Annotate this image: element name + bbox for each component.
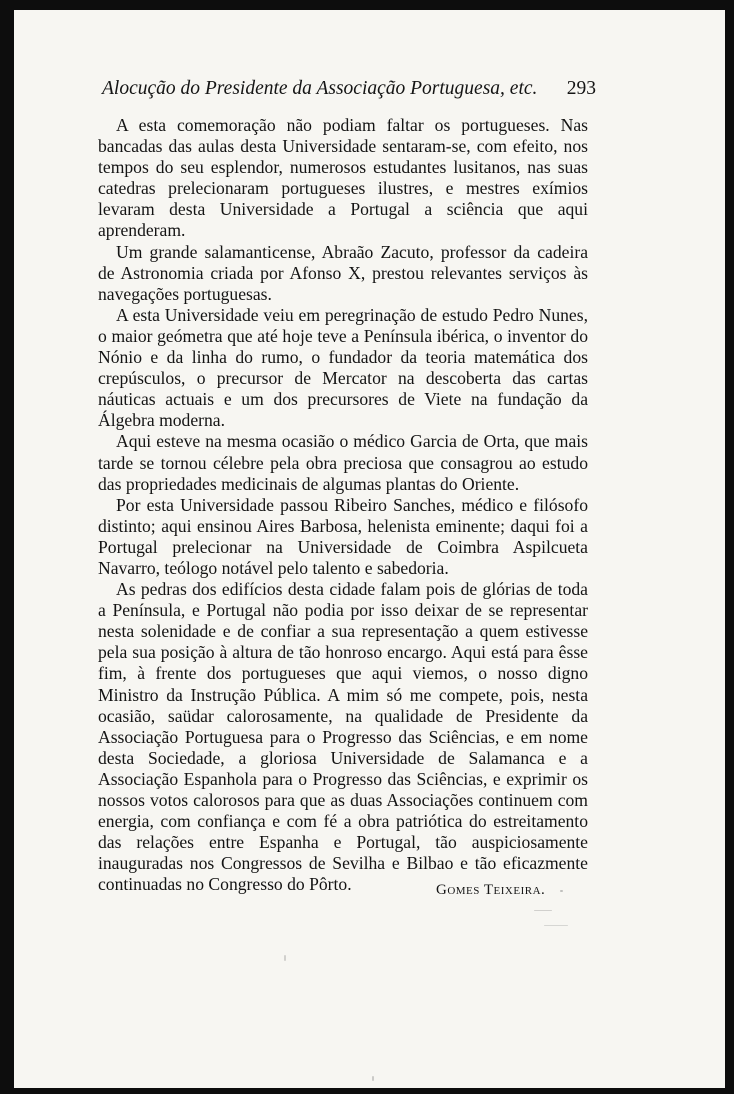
paragraph: A esta comemoração não podiam faltar os portugueses. Nas bancadas das aulas desta Universidade sentaram-se, com efeito, nos tempos do seu esplendor, numerosos estudantes lusitanos, nas suas catedras prelecionaram portugueses ilustres, e mestres exímios levaram desta Universidade a Portugal a sciência que aqui aprenderam. <box>98 115 588 241</box>
running-title: Alocução do Presidente da Associação Portuguesa, etc. <box>102 78 538 99</box>
author-signature: Gomes Teixeira. <box>436 882 546 898</box>
scan-speck <box>560 890 563 892</box>
running-header <box>102 78 596 100</box>
scanned-page <box>14 10 725 1088</box>
paragraph: As pedras dos edifícios desta cidade falam pois de glórias de toda a Península, e Portugal não podia por isso deixar de se representar nesta solenidade e de confiar a sua representação a quem estivesse pela sua posição à altura de tão honroso encargo. Aqui está para êsse fim, à frente dos portugueses que aqui viemos, o nosso digno Ministro da Instrução Pública. A mim só me compete, pois, nesta ocasião, saüdar calorosamente, na qualidade de Presidente da Associação Portuguesa para o Progresso das Sciências, e em nome desta Sociedade, a gloriosa Universidade de Salamanca e a Associação Espanhola para o Progresso das Sciências, e exprimir os nossos votos calorosos para que as duas Associações continuem com energia, com confiança e com fé a obra patriótica do estreitamento das relações entre Espanha e Portugal, tão auspiciosamente inauguradas nos Congressos de Sevilha e Bilbao e tão eficazmente continuadas no Congresso do Pôrto. <box>98 579 588 895</box>
scan-speck <box>534 910 552 911</box>
page-number: 293 <box>566 78 596 99</box>
scan-speck <box>284 955 286 961</box>
body-text <box>98 115 588 895</box>
paragraph: A esta Universidade veiu em peregrinação de estudo Pedro Nunes, o maior geómetra que até hoje teve a Península ibérica, o inventor do Nónio e da linha do rumo, o fundador da teoria matemática dos crepúsculos, o precursor de Mercator na descoberta das cartas náuticas actuais e um dos precursores de Viete na fundação da Álgebra moderna. <box>98 304 588 431</box>
paragraph: Por esta Universidade passou Ribeiro Sanches, médico e filósofo distinto; aqui ensinou Aires Barbosa, helenista eminente; daqui foi a Portugal prelecionar na Universidade de Coimbra Aspilcueta Navarro, teólogo notável pelo talento e sabedoria. <box>98 494 588 578</box>
paragraph: Aqui esteve na mesma ocasião o médico Garcia de Orta, que mais tarde se tornou célebre pela obra preciosa que consagrou ao estudo das propriedades medicinais de algumas plantas do Oriente. <box>98 431 588 494</box>
paragraph: Um grande salamanticense, Abraão Zacuto, professor da cadeira de Astronomia criada por Afonso X, prestou relevantes serviços às navegações portuguesas. <box>98 241 588 304</box>
scan-speck <box>544 925 568 926</box>
scan-speck <box>372 1076 374 1081</box>
